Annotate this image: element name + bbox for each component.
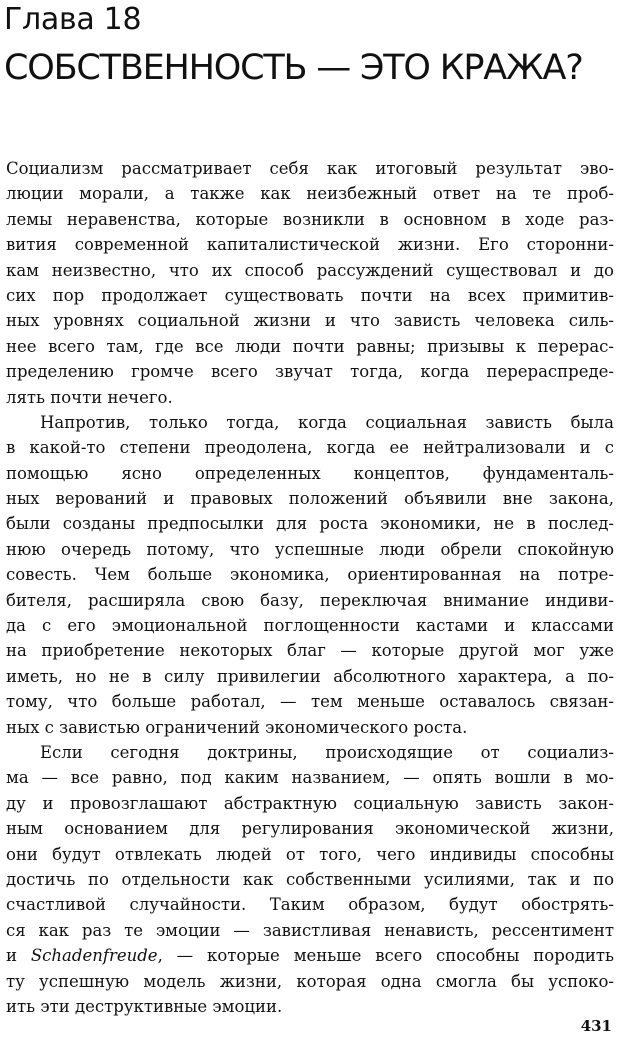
text-line: ных уровнях социальной жизни и что зависть человека силь- — [6, 311, 614, 331]
text-line: счастливой случайности. Таким образом, будут обострять- — [6, 895, 614, 915]
text-line: были созданы предпосылки для роста экономики, не в послед- — [6, 514, 614, 534]
text-line: на приобретение некоторых благ — которые другой мог уже — [6, 641, 614, 661]
body-text — [6, 156, 614, 1019]
text-line: кам неизвестно, что их способ рассуждений существовал и до — [6, 260, 614, 280]
text-line: ду и провозглашают абстрактную социальную зависть закон- — [6, 793, 614, 813]
text-line: люции морали, а также как неизбежный ответ на те проб- — [6, 184, 614, 204]
text-line: ить эти деструктивные эмоции. — [6, 996, 283, 1016]
text-line: нюю очередь потому, что успешные люди обрели спокойную — [6, 539, 614, 559]
text-line: тому, что больше работал, — тем меньше оставалось связан- — [6, 692, 614, 712]
text-line: совесть. Чем больше экономика, ориентированная на потре- — [6, 565, 614, 585]
text-line: вития современной капиталистической жизни. Его сторонни- — [6, 235, 614, 255]
text-line: ных верований и правовых положений объявили вне закона, — [6, 489, 614, 509]
text-line: ту успешную модель жизни, которая одна смогла бы успоко- — [6, 971, 614, 991]
text-line: Социализм рассматривает себя как итоговый результат эво- — [6, 159, 614, 178]
text-line: иметь, но не в силу привилегии абсолютного характера, а по- — [6, 666, 614, 686]
text-line: ма — все равно, под каким названием, — опять вошли в мо- — [6, 768, 614, 788]
text-line: в какой-то степени преодолена, когда ее нейтрализовали и с — [6, 438, 614, 458]
text-line: ным основанием для регулирования экономической жизни, — [6, 819, 614, 839]
text-line: они будут отвлекать людей от того, чего индивиды способны — [6, 844, 614, 864]
text-line: и Schadenfreude, — которые меньше всего способны породить — [6, 946, 614, 966]
text-line: нее всего там, где все люди почти равны; призывы к перерас- — [6, 336, 614, 356]
text-line: достичь по отдельности как собственными усилиями, так и по — [6, 869, 614, 889]
chapter-label: Глава 18 — [4, 2, 142, 37]
text-line: сих пор продолжает существовать почти на всех примитив- — [6, 285, 614, 305]
text-line: да с его эмоциональной поглощенности кастами и классами — [6, 616, 614, 636]
paragraph-3 — [6, 740, 614, 1019]
paragraph-2 — [6, 410, 614, 740]
text-line: ся как раз те эмоции — завистливая ненависть, рессентимент — [6, 920, 614, 940]
text-line: лять почти нечего. — [6, 387, 173, 407]
text-line: лемы неравенства, которые возникли в основном в ходе раз- — [6, 209, 614, 229]
text-line: помощью ясно определенных концептов, фундаменталь- — [6, 463, 614, 483]
text-line: ных с завистью ограничений экономического роста. — [6, 717, 468, 737]
page-number: 431 — [580, 1017, 612, 1035]
paragraph-1 — [6, 156, 614, 410]
text-line: пределению громче всего звучат тогда, когда перераспреде- — [6, 362, 614, 382]
text-line: Если сегодня доктрины, происходящие от социализ- — [40, 742, 614, 762]
text-line: Напротив, только тогда, когда социальная зависть была — [40, 412, 614, 432]
text-line: бителя, расширяла свою базу, переключая внимание индиви- — [6, 590, 614, 610]
chapter-title: СОБСТВЕННОСТЬ — ЭТО КРАЖА? — [4, 48, 583, 88]
